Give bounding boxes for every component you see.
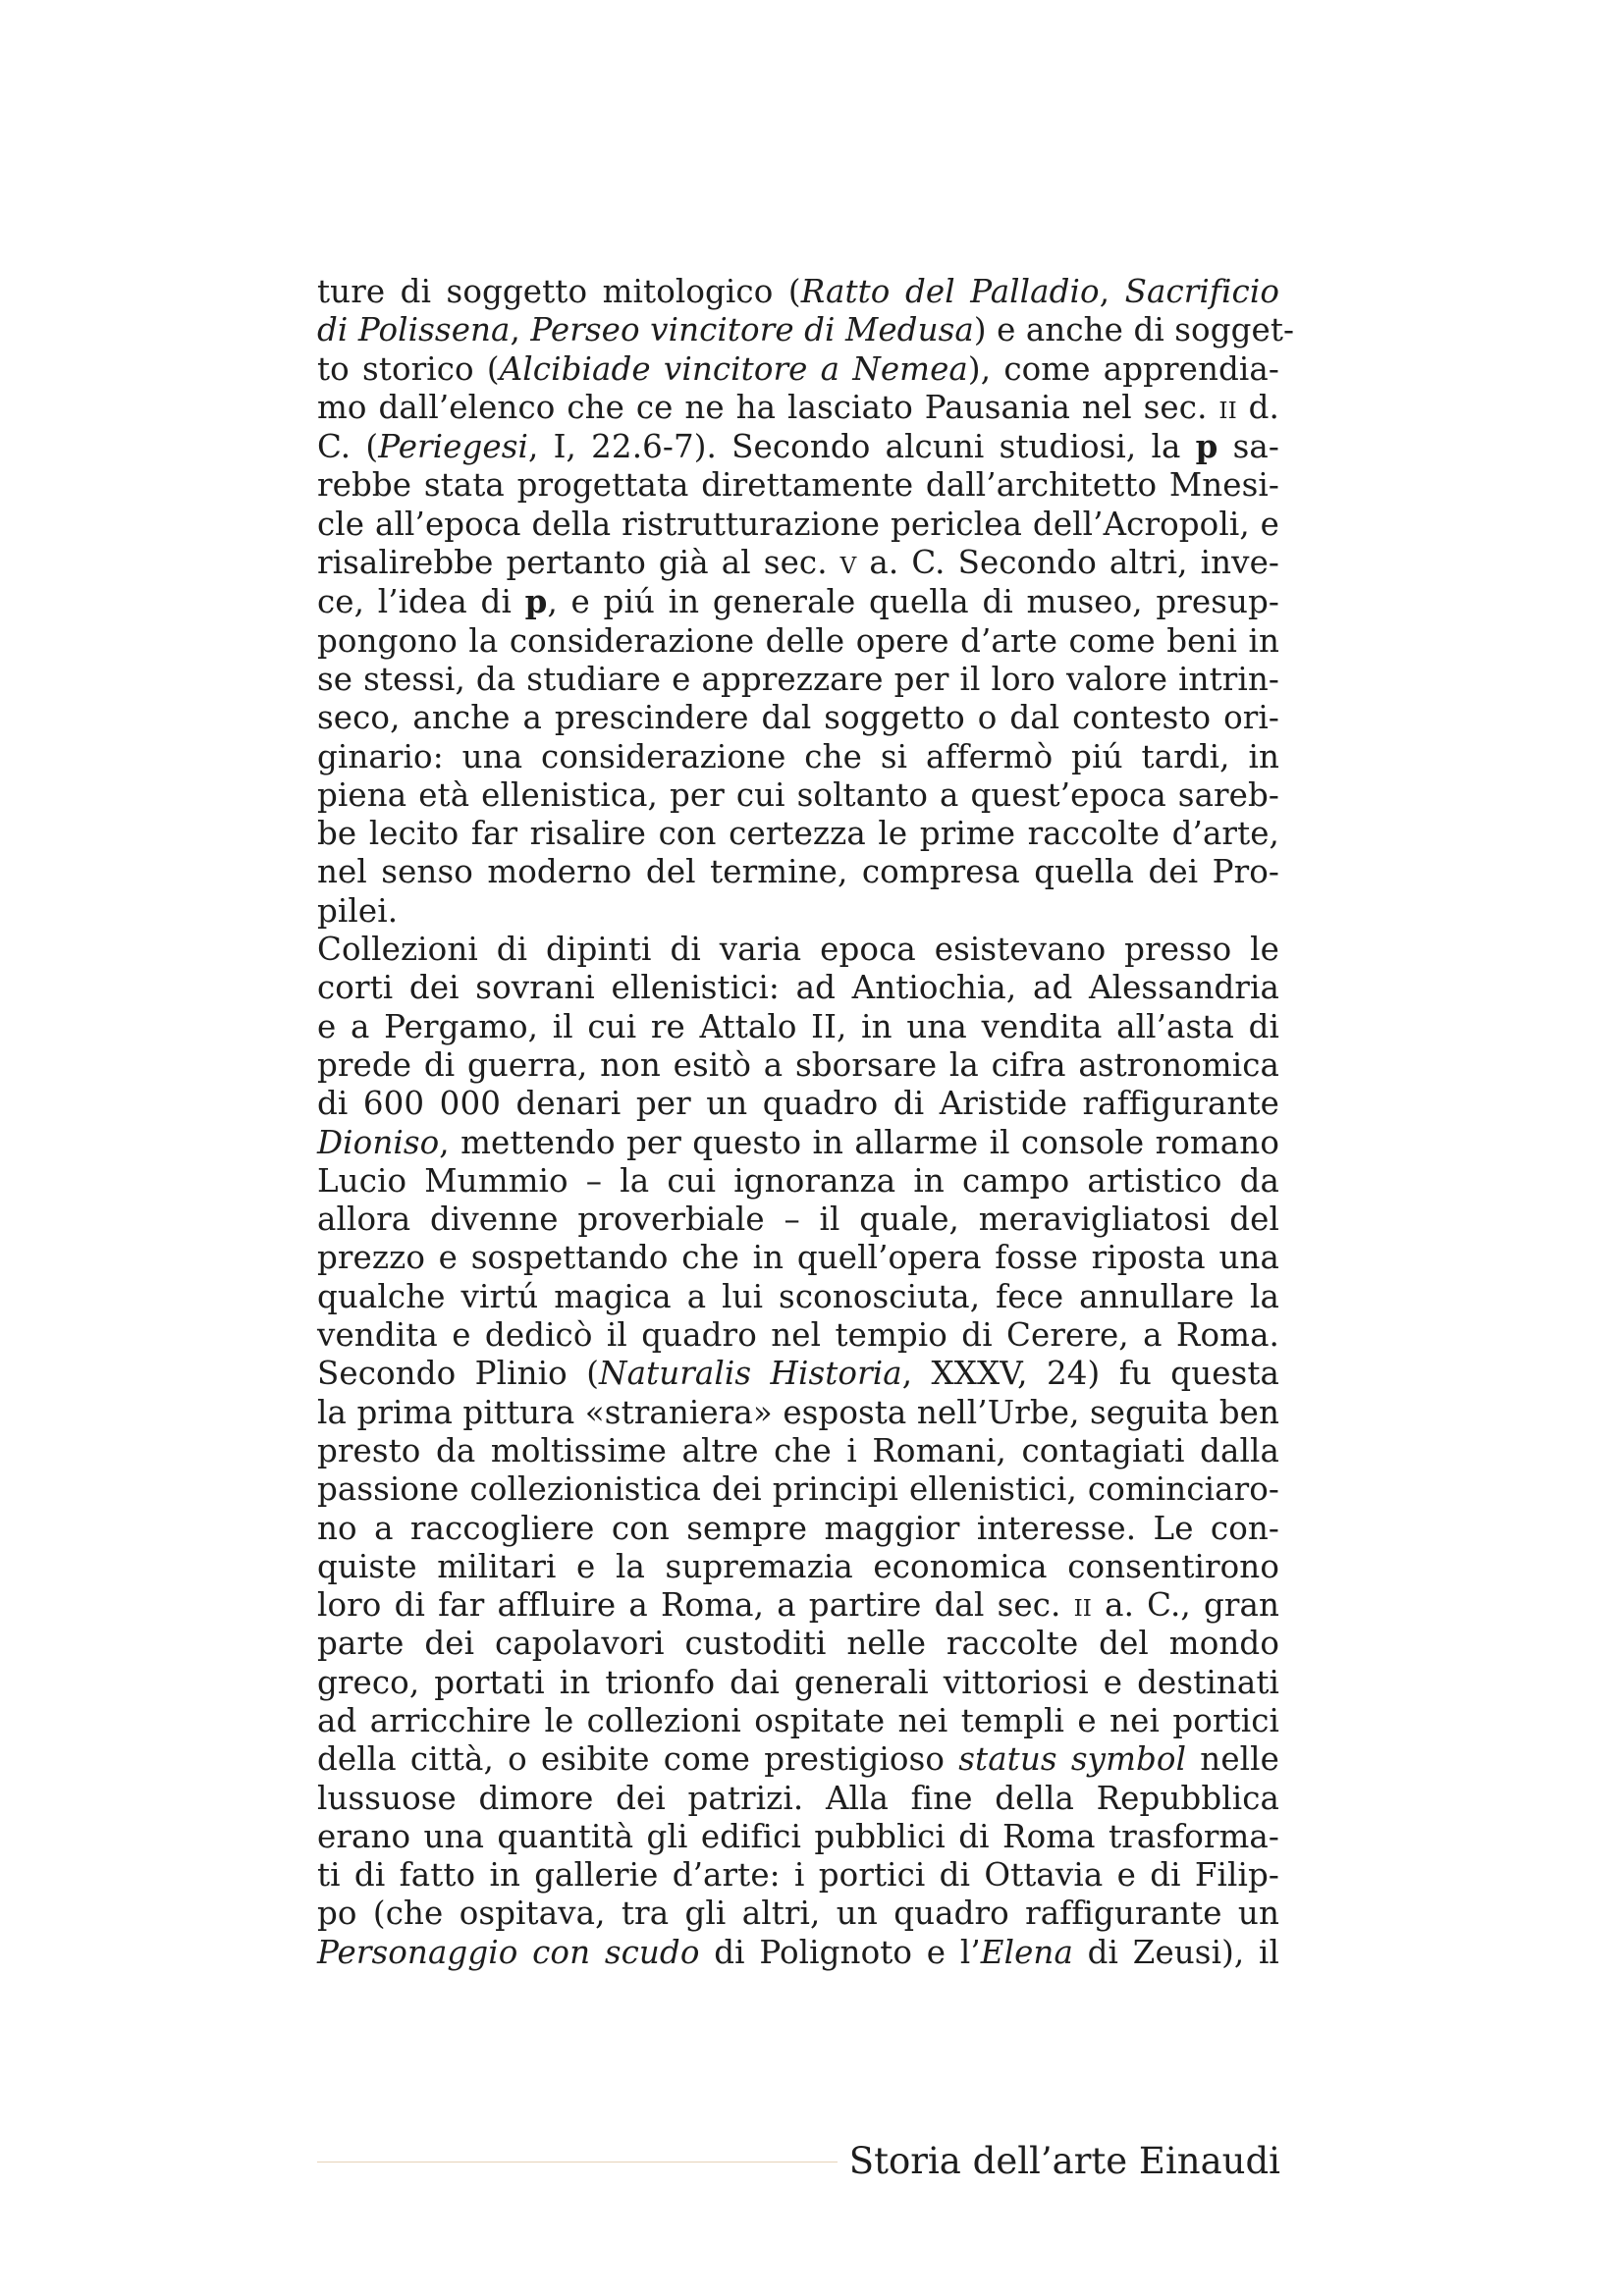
text-line: vendita e dedicò il quadro nel tempio di Cerere, a Roma. — [317, 1316, 1279, 1355]
text-line: Collezioni di dipinti di varia epoca esistevano presso le — [317, 931, 1279, 969]
text-line: di Polissena, Perseo vincitore di Medusa) e anche di sogget- — [317, 311, 1295, 349]
body-text — [317, 273, 1295, 1972]
text-line: nel senso moderno del termine, compresa quella dei Pro- — [317, 853, 1279, 891]
text-line: se stessi, da studiare e apprezzare per il loro valore intrin- — [317, 660, 1279, 698]
text-line: ad arricchire le collezioni ospitate nei templi e nei portici — [317, 1701, 1279, 1739]
text-line: Dioniso, mettendo per questo in allarme il console romano — [317, 1123, 1279, 1161]
text-line: allora divenne proverbiale – il quale, meravigliatosi del — [317, 1201, 1279, 1239]
text-line: po (che ospitava, tra gli altri, un quadro raffigurante un — [317, 1895, 1279, 1933]
text-line: no a raccogliere con sempre maggior interesse. Le con- — [317, 1509, 1279, 1547]
text-line: parte dei capolavori custoditi nelle raccolte del mondo — [317, 1625, 1279, 1663]
text-line: C. (Periegesi, I, 22.6-7). Secondo alcuni studiosi, la p sa- — [317, 427, 1279, 466]
text-line: pilei. — [317, 891, 399, 930]
text-line: be lecito far risalire con certezza le prime raccolte d’arte, — [317, 815, 1279, 853]
text-line: passione collezionistica dei principi ellenistici, cominciaro- — [317, 1470, 1279, 1509]
text-line: loro di far affluire a Roma, a partire dal sec. ii a. C., gran — [317, 1586, 1279, 1625]
text-line: corti dei sovrani ellenistici: ad Antiochia, ad Alessandria — [317, 969, 1279, 1007]
text-line: ce, l’idea di p, e piú in generale quella di museo, presup- — [317, 582, 1280, 621]
text-line: pongono la considerazione delle opere d’arte come beni in — [317, 621, 1279, 660]
text-line: quiste militari e la supremazia economica consentirono — [317, 1547, 1279, 1585]
text-line: Lucio Mummio – la cui ignoranza in campo artistico da — [317, 1161, 1279, 1200]
text-line: ti di fatto in gallerie d’arte: i portici di Ottavia e di Filip- — [317, 1856, 1279, 1895]
text-line: la prima pittura «straniera» esposta nell’Urbe, seguita ben — [317, 1393, 1279, 1431]
footer-rule — [317, 2162, 838, 2163]
text-line: erano una quantità gli edifici pubblici di Roma trasforma- — [317, 1817, 1279, 1855]
text-line: cle all’epoca della ristrutturazione periclea dell’Acropoli, e — [317, 505, 1279, 543]
text-line: qualche virtú magica a lui sconosciuta, fece annullare la — [317, 1277, 1279, 1315]
text-line: piena età ellenistica, per cui soltanto a quest’epoca sareb- — [317, 775, 1279, 814]
text-line: mo dall’elenco che ce ne ha lasciato Pausania nel sec. ii d. — [317, 388, 1279, 426]
text-line: prede di guerra, non esitò a sborsare la cifra astronomica — [317, 1045, 1279, 1084]
text-line: prezzo e sospettando che in quell’opera fosse riposta una — [317, 1239, 1279, 1277]
text-line: risalirebbe pertanto già al sec. v a. C. Secondo altri, inve- — [317, 544, 1279, 582]
text-line: presto da moltissime altre che i Romani, contagiati dalla — [317, 1431, 1279, 1469]
text-line: Personaggio con scudo di Polignoto e l’Elena di Zeusi), il — [317, 1933, 1279, 1971]
text-line: Secondo Plinio (Naturalis Historia, XXXV, 24) fu questa — [317, 1355, 1279, 1393]
text-line: lussuose dimore dei patrizi. Alla fine della Repubblica — [317, 1779, 1279, 1817]
text-line: to storico (Alcibiade vincitore a Nemea), come apprendia- — [317, 349, 1279, 388]
text-line: di 600 000 denari per un quadro di Aristide raffigurante — [317, 1085, 1279, 1123]
text-line: ture di soggetto mitologico (Ratto del Palladio, Sacrificio — [317, 273, 1280, 310]
text-line: della città, o esibite come prestigioso status symbol nelle — [317, 1740, 1279, 1779]
footer-title: Storia dell’arte Einaudi — [848, 2140, 1280, 2182]
text-line: greco, portati in trionfo dai generali vittoriosi e destinati — [317, 1663, 1279, 1701]
text-line: rebbe stata progettata direttamente dall’architetto Mnesi- — [317, 466, 1279, 505]
text-line: seco, anche a prescindere dal soggetto o dal contesto ori- — [317, 699, 1279, 737]
text-line: ginario: una considerazione che si affermò piú tardi, in — [317, 737, 1279, 775]
text-line: e a Pergamo, il cui re Attalo II, in una vendita all’asta di — [317, 1007, 1279, 1045]
